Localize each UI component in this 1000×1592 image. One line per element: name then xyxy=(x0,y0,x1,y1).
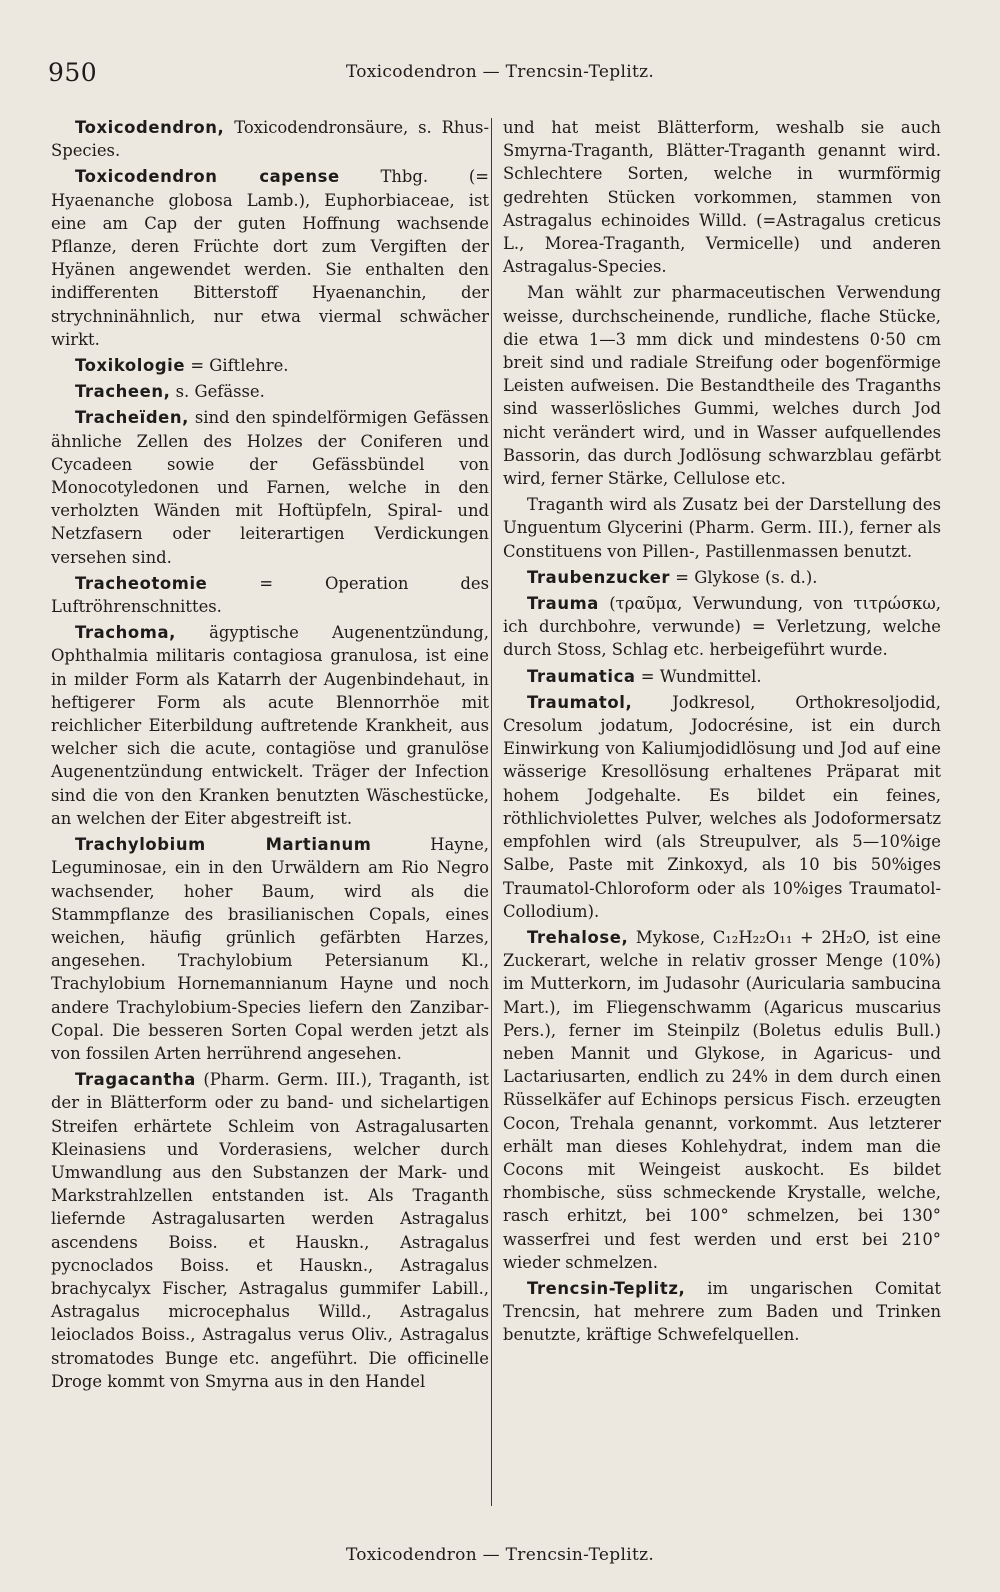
entry-text: Traganth wird als Zusatz bei der Darstellung des Unguentum Glycerini (Pharm. Germ. III.), ferner als Constituens von Pillen-, Pastillenmassen benutzt. xyxy=(503,495,941,561)
entry-text: = Giftlehre. xyxy=(185,356,289,376)
entry-text: Jodkresol, Orthokresoljodid, Cresolum jodatum, Jodocrésine, ist ein durch Einwirkung von Kaliumjodidlösung und Jod auf eine wässerige Kresollösung erhaltenes Präparat mit hohem Jodgehalte. Es bildet ein feines, röthlichviolettes Pulver, welches als Jodoformersatz empfohlen wird (als Streupulver, als 5—10%ige Salbe, Paste mit Zinkoxyd, als 10 bis 50%iges Traumatol-Chloroform oder als 10%iges Traumatol-Collodium). xyxy=(503,692,941,921)
dictionary-entry xyxy=(51,406,489,568)
dictionary-entry xyxy=(51,572,489,618)
dictionary-entry xyxy=(51,621,489,830)
entry-text: (Pharm. Germ. III.), Traganth, ist der in Blätterform oder zu band- und sichelartigen Streifen erhärtete Schleim von Astragalusarten Kleinasiens und Vorderasiens, welcher durch Umwandlung aus den Substanzen der Mark- und Markstrahlzellen entstanden ist. Als Traganth liefernde Astragalusarten werden Astragalus ascendens Boiss. et Hauskn., Astragalus pycnoclados Boiss. et Hauskn., Astragalus brachycalyx Fischer, Astragalus gummifer Labill., Astragalus microcephalus Willd., Astragalus leioclados Boiss., Astragalus verus Oliv., Astragalus stromatodes Bunge etc. angeführt. Die officinelle Droge kommt von Smyrna aus in den Handel xyxy=(51,1070,489,1391)
entry-headword: Tragacantha xyxy=(75,1070,196,1090)
entry-headword: Toxikologie xyxy=(75,356,186,376)
entry-headword: Traubenzucker xyxy=(527,567,671,587)
entry-headword: Toxicodendron capense xyxy=(75,167,340,187)
column-divider xyxy=(491,118,492,1506)
entry-headword: Trachoma, xyxy=(75,623,176,643)
entry-headword: Trauma xyxy=(527,594,599,614)
entry-text: = Operation des Luftröhrenschnittes. xyxy=(51,573,489,617)
left-column xyxy=(51,116,489,1396)
entry-text: = Wundmittel. xyxy=(635,666,762,686)
dictionary-entry xyxy=(51,833,489,1065)
entry-text: Hayne, Leguminosae, ein in den Urwäldern am Rio Negro wachsender, hoher Baum, wird als die Stammpflanze des brasilianischen Copals, eines weichen, häufig grünlich gefärbten Harzes, angesehen. Trachylobium Petersianum Kl., Trachylobium Hornemannianum Hayne und noch andere Trachylobium-Species liefern den Zanzibar-Copal. Die besseren Sorten Copal werden jetzt als von fossilen Arten herrührend angesehen. xyxy=(51,835,489,1063)
dictionary-entry xyxy=(503,281,941,490)
entry-text: Toxicodendronsäure, s. Rhus-Species. xyxy=(51,118,489,161)
entry-headword: Toxicodendron, xyxy=(75,118,225,137)
entry-headword: Tracheïden, xyxy=(75,408,189,428)
dictionary-entry xyxy=(503,116,941,278)
right-column xyxy=(503,116,941,1350)
dictionary-entry xyxy=(51,116,489,162)
dictionary-entry xyxy=(503,691,941,923)
entry-text: Thbg. (= Hyaenanche globosa Lamb.), Euphorbiaceae, ist eine am Cap der guten Hoffnung wachsende Pflanze, deren Früchte dort zum Vergiften der Hyänen angewendet werden. Sie enthalten den indifferenten Bitterstoff Hyaenanchin, der strychninähnlich, nur etwa viermal schwächer wirkt. xyxy=(51,167,489,349)
dictionary-entry xyxy=(51,1068,489,1393)
dictionary-entry xyxy=(503,493,941,563)
entry-text: und hat meist Blätterform, weshalb sie auch Smyrna-Traganth, Blätter-Traganth genannt wird. Schlechtere Sorten, welche in wurmförmig gedrehten Stücken vorkommen, stammen von Astragalus echinoides Willd. (=Astragalus creticus L., Morea-Traganth, Vermicelle) und anderen Astragalus-Species. xyxy=(503,118,941,277)
entry-headword: Tracheen, xyxy=(75,382,171,402)
entry-text: (τραῦμα, Verwundung, von τιτρώσκω, ich durchbohre, verwunde) = Verletzung, welche durch Stoss, Schlag etc. herbeigeführt wurde. xyxy=(503,594,941,660)
dictionary-entry xyxy=(503,1277,941,1347)
running-head: Toxicodendron — Trencsin-Teplitz. xyxy=(345,62,655,82)
entry-headword: Traumatica xyxy=(527,666,636,686)
entry-headword: Trencsin-Teplitz, xyxy=(527,1278,686,1298)
entry-headword: Trachylobium Martianum xyxy=(75,835,372,855)
entry-headword: Tracheotomie xyxy=(75,573,208,593)
dictionary-entry xyxy=(51,380,489,403)
entry-text: Man wählt zur pharmaceutischen Verwendung weisse, durchscheinende, rundliche, flache Stücke, die etwa 1—3 mm dick und mindestens 0·50 cm breit sind und radiale Streifung oder bogenförmige Leisten aufweisen. Die Bestandtheile des Traganths sind wasserlösliches Gummi, welches durch Jod nicht verändert wird, und in Wasser aufquellendes Bassorin, das durch Jodlösung schwarzblau gefärbt wird, ferner Stärke, Cellulose etc. xyxy=(503,283,941,489)
dictionary-entry xyxy=(503,566,941,589)
dictionary-entry xyxy=(503,926,941,1274)
entry-text: Mykose, C₁₂H₂₂O₁₁ + 2H₂O, ist eine Zuckerart, welche in relativ grosser Menge (10%) im Mutterkorn, im Judasohr (Auricularia sambucina Mart.), im Fliegenschwamm (Agaricus muscarius Pers.), ferner im Steinpilz (Boletus edulis Bull.) neben Mannit und Glykose, in Agaricus- und Lactariusarten, endlich zu 24% in dem durch einen Rüsselkäfer auf Echinops persicus Fisch. erzeugten Cocon, Trehala genannt, vorkommt. Aus letzterer erhält man dieses Kohlehydrat, indem man die Cocons mit Weingeist auskocht. Es bildet rhombische, süss schmeckende Krystalle, welche, rasch erhitzt, bei 100° schmelzen, bei 130° wasserfrei und fest werden und erst bei 210° wieder schmelzen. xyxy=(503,927,941,1272)
entry-text: im ungarischen Comitat Trencsin, hat mehrere zum Baden und Trinken benutzte, kräftige Schwefelquellen. xyxy=(503,1278,941,1345)
entry-text: sind den spindelförmigen Gefässen ähnliche Zellen des Holzes der Coniferen und Cycadeen sowie der Gefässbündel von Monocotyledonen und Farnen, welche in den verholzten Wänden mit Hoftüpfeln, Spiral- und Netzfasern oder leiterartigen Verdickungen versehen sind. xyxy=(51,408,489,567)
entry-headword: Traumatol, xyxy=(527,692,633,712)
entry-text: = Glykose (s. d.). xyxy=(670,567,818,587)
dictionary-entry xyxy=(51,165,489,351)
dictionary-entry xyxy=(51,354,489,377)
running-foot: Toxicodendron — Trencsin-Teplitz. xyxy=(345,1545,655,1565)
page-number: 950 xyxy=(48,58,98,87)
entry-text: ägyptische Augenentzündung, Ophthalmia militaris contagiosa granulosa, ist eine in milder Form als Katarrh der Augenbindehaut, in heftigerer Form als acute Blennorrhöe mit reichlicher Eiterbildung auftretende Krankheit, aus welcher sich die acute, contagiöse und granulöse Augenentzündung entwickelt. Träger der Infection sind die von den Kranken benutzten Wäschestücke, an welchen der Eiter abgestreift ist. xyxy=(51,623,489,828)
entry-text: s. Gefässe. xyxy=(170,382,265,402)
entry-headword: Trehalose, xyxy=(527,927,629,947)
dictionary-entry xyxy=(503,665,941,688)
dictionary-entry xyxy=(503,592,941,662)
